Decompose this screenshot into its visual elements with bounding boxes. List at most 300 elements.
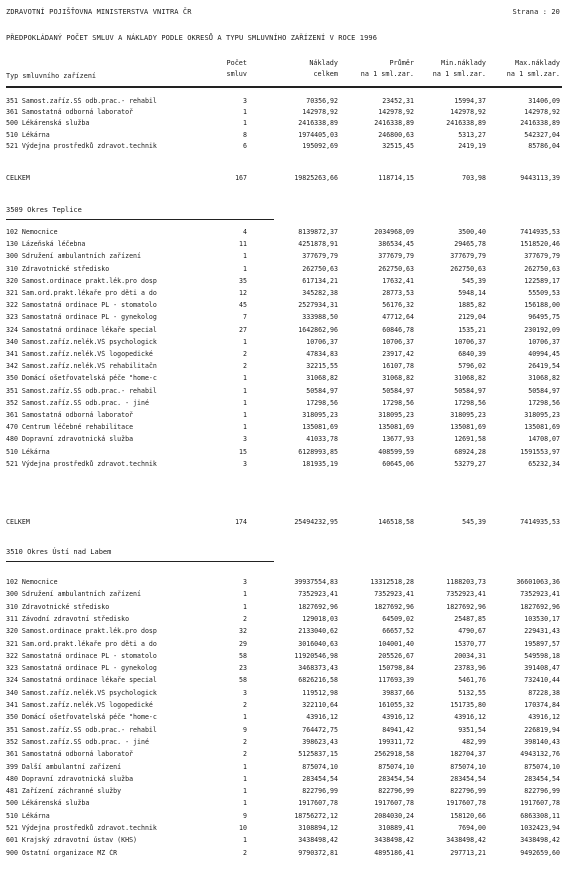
row-minimum: 545,39	[462, 276, 486, 285]
row-minimum: 15370,77	[454, 639, 486, 648]
table-row	[0, 362, 569, 372]
row-minimum: 1188203,73	[446, 578, 486, 586]
row-count: 8	[243, 130, 247, 139]
row-type: 900 Ostatní organizace MZ ČR	[6, 848, 118, 857]
row-cost: 195092,69	[302, 141, 338, 150]
row-minimum: 15994,37	[454, 97, 486, 105]
row-count: 35	[239, 276, 247, 285]
row-average: 318095,23	[378, 411, 414, 419]
row-cost: 135081,69	[302, 423, 338, 432]
table-row	[0, 423, 569, 433]
row-cost: 2133040,62	[298, 627, 338, 636]
row-minimum: 10706,37	[454, 337, 486, 346]
table-row	[0, 131, 569, 141]
table-row	[0, 763, 569, 773]
row-type: 510 Lékárna	[6, 447, 50, 456]
row-average: 1827692,96	[374, 602, 414, 611]
row-maximum: 3438498,42	[520, 836, 560, 845]
row-type: 510 Lékárna	[6, 130, 50, 139]
row-average: 32515,45	[382, 141, 414, 150]
row-minimum: 29465,78	[454, 240, 486, 249]
row-maximum: 2416338,89	[520, 119, 560, 128]
row-average: 1917607,78	[374, 799, 414, 808]
row-maximum: 1032423,94	[520, 824, 560, 832]
row-average: 262750,63	[378, 264, 414, 273]
row-minimum: 68924,28	[454, 447, 486, 456]
row-type: 340 Samost.zaříz.nelék.VŠ psychologick	[6, 688, 157, 697]
row-minimum: 262750,63	[450, 264, 486, 273]
row-maximum: 1518520,46	[520, 240, 560, 249]
row-maximum: 50584,97	[528, 386, 560, 395]
row-type: 324 Samostatná ordinace lékaře special	[6, 325, 157, 334]
table-row	[0, 640, 569, 650]
row-count: 1	[243, 787, 247, 796]
table-row	[0, 108, 569, 118]
row-maximum: 9443113,39	[520, 174, 560, 182]
row-average: 13312518,28	[370, 578, 414, 586]
row-cost: 70356,92	[306, 97, 338, 105]
row-average: 84941,42	[382, 725, 414, 734]
row-maximum: 65232,34	[528, 459, 560, 468]
column-header-min-2: na 1 sml.zar.	[432, 70, 486, 78]
row-average: 117693,39	[378, 676, 414, 685]
row-type: 320 Samost.ordinace prakt.lék.pro dosp	[6, 627, 157, 636]
row-count: 1	[243, 602, 247, 611]
report-subtitle: PŘEDPOKLÁDANÝ POČET SMLUV A NÁKLADY PODLE OKRESŮ A TYPU SMLUVNÍHO ZAŘÍZENÍ V ROCE 1996	[6, 34, 378, 42]
row-count: 9	[243, 811, 247, 820]
row-cost: 8139872,37	[298, 228, 338, 236]
row-average: 23917,42	[382, 350, 414, 358]
row-cost: 617134,21	[302, 276, 338, 285]
row-minimum: 43916,12	[454, 713, 486, 722]
row-count: 1	[243, 774, 247, 783]
row-type: 320 Samost.ordinace prakt.lék.pro dosp	[6, 276, 157, 285]
row-type: 500 Lékárenská služba	[6, 119, 90, 128]
row-average: 66657,52	[382, 627, 414, 636]
row-count: 1	[243, 423, 247, 432]
row-type: 321 Sam.ord.prakt.lékaře pro děti a do	[6, 639, 157, 648]
row-minimum: 3438498,42	[446, 836, 486, 845]
row-minimum: 7352923,41	[446, 590, 486, 599]
table-row	[0, 142, 569, 152]
row-minimum: 1885,82	[458, 301, 486, 310]
row-maximum: 10706,37	[528, 337, 560, 346]
total-row	[0, 518, 569, 528]
row-cost: 333988,50	[302, 313, 338, 322]
row-type: 322 Samostatná ordinace PL - stomatolo	[6, 651, 157, 660]
row-cost: 4251878,91	[298, 240, 338, 249]
table-row	[0, 411, 569, 421]
row-type: 324 Samostatná ordinace lékaře special	[6, 676, 157, 685]
row-minimum: 2416338,89	[446, 119, 486, 128]
total-label: CELKEM	[6, 518, 30, 526]
row-type: 399 Další ambulantní zařízení	[6, 762, 122, 771]
row-average: 28773,53	[382, 289, 414, 297]
row-cost: 9790372,81	[298, 848, 338, 857]
row-minimum: 1535,21	[458, 325, 486, 334]
row-type: 350 Domácí ošetřovatelská péče "home-c	[6, 713, 157, 722]
row-average: 377679,79	[378, 252, 414, 261]
row-minimum: 50584,97	[454, 386, 486, 395]
row-average: 10706,37	[382, 337, 414, 346]
row-cost: 25494232,95	[294, 518, 338, 526]
row-maximum: 318095,23	[524, 411, 560, 419]
row-count: 1	[243, 337, 247, 346]
table-row	[0, 775, 569, 785]
row-type: 102 Nemocnice	[6, 228, 58, 236]
row-count: 1	[243, 713, 247, 722]
table-row	[0, 387, 569, 397]
section-rule	[6, 219, 274, 220]
table-row	[0, 301, 569, 311]
header-rule	[6, 86, 562, 88]
row-minimum: 31068,82	[454, 374, 486, 383]
row-type: 480 Dopravní zdravotnická služba	[6, 435, 134, 444]
row-cost: 19825263,66	[294, 174, 338, 182]
row-count: 2	[243, 848, 247, 857]
row-maximum: 262750,63	[524, 264, 560, 273]
row-cost: 39937554,83	[294, 578, 338, 586]
row-type: 510 Lékárna	[6, 811, 50, 820]
row-count: 1	[243, 252, 247, 261]
row-minimum: 25487,85	[454, 614, 486, 623]
table-row	[0, 338, 569, 348]
row-minimum: 7694,00	[458, 824, 486, 832]
row-minimum: 1827692,96	[446, 602, 486, 611]
row-type: 300 Sdružení ambulantních zařízení	[6, 590, 141, 599]
row-maximum: 732410,44	[524, 676, 560, 685]
row-count: 1	[243, 799, 247, 808]
row-minimum: 822796,99	[450, 787, 486, 796]
row-maximum: 31068,82	[528, 374, 560, 383]
row-maximum: 142978,92	[524, 108, 560, 117]
row-cost: 47834,83	[306, 350, 338, 358]
row-type: 361 Samostatná odborná laboratoř	[6, 411, 134, 419]
row-type: 341 Samost.zaříz.nelék.VŠ logopedické	[6, 350, 153, 358]
row-type: 521 Výdejna prostředků zdravot.technik	[6, 459, 157, 468]
row-cost: 3016040,63	[298, 639, 338, 648]
row-maximum: 55509,53	[528, 289, 560, 297]
row-minimum: 23783,96	[454, 664, 486, 673]
row-average: 31068,82	[382, 374, 414, 383]
table-row	[0, 664, 569, 674]
table-row	[0, 812, 569, 822]
row-count: 1	[243, 762, 247, 771]
row-average: 150798,84	[378, 664, 414, 673]
row-cost: 11920546,98	[294, 651, 338, 660]
row-maximum: 122589,17	[524, 276, 560, 285]
total-row	[0, 174, 569, 184]
row-count: 45	[239, 301, 247, 310]
table-row	[0, 824, 569, 834]
table-row	[0, 615, 569, 625]
row-count: 10	[239, 824, 247, 832]
row-type: 350 Domácí ošetřovatelská péče "home-c	[6, 374, 157, 383]
table-row	[0, 799, 569, 809]
row-cost: 6128993,85	[298, 447, 338, 456]
row-count: 11	[239, 240, 247, 249]
row-maximum: 156188,00	[524, 301, 560, 310]
row-cost: 31068,82	[306, 374, 338, 383]
row-cost: 322110,64	[302, 701, 338, 709]
row-cost: 345282,38	[302, 289, 338, 297]
row-maximum: 875074,10	[524, 762, 560, 771]
table-row	[0, 590, 569, 600]
row-average: 2562918,58	[374, 750, 414, 759]
row-minimum: 5796,02	[458, 362, 486, 371]
column-header-cost-1: Náklady	[309, 59, 338, 67]
row-cost: 875074,10	[302, 762, 338, 771]
row-average: 199311,72	[378, 737, 414, 746]
row-cost: 181935,19	[302, 459, 338, 468]
row-minimum: 182704,37	[450, 750, 486, 759]
table-row	[0, 240, 569, 250]
row-maximum: 822796,99	[524, 787, 560, 796]
table-row	[0, 713, 569, 723]
column-header-count-1: Počet	[226, 59, 247, 67]
table-row	[0, 435, 569, 445]
row-minimum: 142978,92	[450, 108, 486, 117]
row-cost: 50584,97	[306, 386, 338, 395]
row-cost: 2527934,31	[298, 301, 338, 310]
row-maximum: 230192,09	[524, 325, 560, 334]
row-count: 1	[243, 264, 247, 273]
row-cost: 5125837,15	[298, 750, 338, 759]
row-average: 161055,32	[378, 701, 414, 709]
row-average: 17632,41	[382, 276, 414, 285]
row-cost: 142978,92	[302, 108, 338, 117]
row-average: 146518,58	[378, 518, 414, 526]
row-cost: 6826216,58	[298, 676, 338, 685]
row-minimum: 5461,76	[458, 676, 486, 685]
row-type: 322 Samostatná ordinace PL - stomatolo	[6, 301, 157, 310]
table-row	[0, 326, 569, 336]
row-average: 4895186,41	[374, 848, 414, 857]
row-count: 6	[243, 141, 247, 150]
row-maximum: 398140,43	[524, 737, 560, 746]
row-count: 1	[243, 836, 247, 845]
table-row	[0, 399, 569, 409]
row-type: 500 Lékárenská služba	[6, 799, 90, 808]
row-cost: 1642862,96	[298, 325, 338, 334]
row-minimum: 297713,21	[450, 848, 486, 857]
row-count: 3	[243, 435, 247, 444]
row-cost: 18756272,12	[294, 811, 338, 820]
row-count: 1	[243, 119, 247, 128]
row-minimum: 135081,69	[450, 423, 486, 432]
row-minimum: 2129,04	[458, 313, 486, 322]
table-row	[0, 836, 569, 846]
row-maximum: 377679,79	[524, 252, 560, 261]
row-minimum: 6840,39	[458, 350, 486, 358]
row-count: 2	[243, 362, 247, 371]
row-maximum: 4943132,76	[520, 750, 560, 759]
row-maximum: 36601063,36	[516, 578, 560, 586]
row-minimum: 703,98	[462, 174, 486, 182]
row-count: 29	[239, 639, 247, 648]
row-count: 58	[239, 676, 247, 685]
row-average: 386534,45	[378, 240, 414, 249]
row-cost: 1917607,78	[298, 799, 338, 808]
row-minimum: 875074,10	[450, 762, 486, 771]
row-average: 246800,63	[378, 130, 414, 139]
row-cost: 17298,56	[306, 398, 338, 407]
row-maximum: 1827692,96	[520, 602, 560, 611]
row-maximum: 542327,04	[524, 130, 560, 139]
row-count: 1	[243, 374, 247, 383]
row-count: 27	[239, 325, 247, 334]
row-average: 142978,92	[378, 108, 414, 117]
row-average: 875074,10	[378, 762, 414, 771]
row-count: 12	[239, 289, 247, 297]
row-maximum: 9492659,60	[520, 848, 560, 857]
row-cost: 822796,99	[302, 787, 338, 796]
table-row	[0, 119, 569, 129]
column-header-min-1: Min.náklady	[440, 59, 486, 67]
row-average: 43916,12	[382, 713, 414, 722]
row-average: 23452,31	[382, 97, 414, 105]
row-average: 60846,78	[382, 325, 414, 334]
row-minimum: 1917607,78	[446, 799, 486, 808]
row-cost: 32215,55	[306, 362, 338, 371]
row-cost: 318095,23	[302, 411, 338, 419]
row-cost: 764472,75	[302, 725, 338, 734]
row-average: 310889,41	[378, 824, 414, 832]
row-minimum: 4790,67	[458, 627, 486, 636]
row-count: 2	[243, 750, 247, 759]
row-type: 130 Lázeňská léčebna	[6, 240, 86, 249]
table-row	[0, 578, 569, 588]
row-type: 361 Samostatná odborná laboratoř	[6, 108, 134, 117]
table-row	[0, 252, 569, 262]
section-title: 3509 Okres Teplice	[6, 206, 82, 214]
row-minimum: 5132,55	[458, 688, 486, 697]
table-row	[0, 676, 569, 686]
row-type: 310 Zdravotnické středisko	[6, 602, 110, 611]
row-cost: 1974405,03	[298, 130, 338, 139]
row-type: 521 Výdejna prostředků zdravot.technik	[6, 824, 157, 832]
row-maximum: 17298,56	[528, 398, 560, 407]
column-header-type: Typ smluvního zařízení	[6, 72, 97, 80]
row-type: 521 Výdejna prostředků zdravot.technik	[6, 141, 157, 150]
row-type: 341 Samost.zaříz.nelék.VŠ logopedické	[6, 701, 153, 709]
table-row	[0, 603, 569, 613]
row-count: 167	[235, 174, 247, 182]
page-number: Strana : 20	[512, 8, 560, 16]
row-count: 7	[243, 313, 247, 322]
row-minimum: 12691,58	[454, 435, 486, 444]
row-cost: 129018,03	[302, 614, 338, 623]
row-type: 480 Dopravní zdravotnická služba	[6, 774, 134, 783]
table-row	[0, 849, 569, 859]
row-maximum: 7352923,41	[520, 590, 560, 599]
row-count: 3	[243, 97, 247, 105]
row-maximum: 283454,54	[524, 774, 560, 783]
row-minimum: 158120,66	[450, 811, 486, 820]
row-average: 135081,69	[378, 423, 414, 432]
row-maximum: 7414935,53	[520, 518, 560, 526]
row-maximum: 1591553,97	[520, 447, 560, 456]
row-minimum: 482,99	[462, 737, 486, 746]
row-minimum: 9351,54	[458, 725, 486, 734]
row-count: 15	[239, 447, 247, 456]
row-average: 60645,06	[382, 459, 414, 468]
row-cost: 262750,63	[302, 264, 338, 273]
row-count: 2	[243, 701, 247, 709]
row-maximum: 1917607,78	[520, 799, 560, 808]
table-row	[0, 750, 569, 760]
row-type: 481 Zařízení záchranné služby	[6, 787, 122, 796]
row-cost: 1827692,96	[298, 602, 338, 611]
section-rule	[6, 561, 274, 562]
row-average: 104001,40	[378, 639, 414, 648]
row-cost: 10706,37	[306, 337, 338, 346]
total-label: CELKEM	[6, 174, 30, 182]
row-cost: 7352923,41	[298, 590, 338, 599]
section-title: 3510 Okres Ústí nad Labem	[6, 548, 112, 556]
row-cost: 3468373,43	[298, 664, 338, 673]
row-maximum: 170374,84	[524, 701, 560, 709]
table-row	[0, 97, 569, 107]
row-type: 351 Samost.zaříz.SŠ odb.prac.- rehabil	[6, 725, 157, 734]
row-count: 2	[243, 614, 247, 623]
row-average: 64509,02	[382, 614, 414, 623]
row-maximum: 87228,38	[528, 688, 560, 697]
row-maximum: 226819,94	[524, 725, 560, 734]
table-row	[0, 627, 569, 637]
table-row	[0, 448, 569, 458]
row-count: 2	[243, 350, 247, 358]
table-row	[0, 374, 569, 384]
row-cost: 41033,78	[306, 435, 338, 444]
row-count: 3	[243, 688, 247, 697]
row-minimum: 151735,80	[450, 701, 486, 709]
row-type: 311 Závodní zdravotní středisko	[6, 614, 130, 623]
table-row	[0, 289, 569, 299]
row-maximum: 135081,69	[524, 423, 560, 432]
row-maximum: 26419,54	[528, 362, 560, 371]
row-average: 118714,15	[378, 174, 414, 182]
row-count: 9	[243, 725, 247, 734]
table-row	[0, 460, 569, 470]
row-type: 321 Sam.ord.prakt.lékaře pro děti a do	[6, 289, 157, 297]
row-maximum: 549598,18	[524, 651, 560, 660]
row-minimum: 2419,19	[458, 141, 486, 150]
row-cost: 2416338,89	[298, 119, 338, 128]
row-type: 351 Samost.zaříz.SŠ odb.prac.- rehabil	[6, 386, 157, 395]
column-header-cost-2: celkem	[313, 70, 338, 78]
row-maximum: 7414935,53	[520, 228, 560, 236]
row-minimum: 17298,56	[454, 398, 486, 407]
row-type: 340 Samost.zaříz.nelék.VŠ psychologick	[6, 337, 157, 346]
row-average: 2034968,09	[374, 228, 414, 236]
row-minimum: 53279,27	[454, 459, 486, 468]
row-average: 822796,99	[378, 787, 414, 796]
row-type: 310 Zdravotnické středisko	[6, 264, 110, 273]
row-maximum: 103530,17	[524, 614, 560, 623]
row-maximum: 31406,09	[528, 97, 560, 105]
row-type: 323 Samostatná ordinace PL - gynekolog	[6, 664, 157, 673]
row-cost: 283454,54	[302, 774, 338, 783]
column-header-count-2: smluv	[226, 70, 247, 78]
row-cost: 43916,12	[306, 713, 338, 722]
row-type: 361 Samostatná odborná laboratoř	[6, 750, 134, 759]
row-count: 3	[243, 459, 247, 468]
row-minimum: 5313,27	[458, 130, 486, 139]
column-header-avg-1: Průměr	[389, 59, 414, 67]
row-cost: 119512,98	[302, 688, 338, 697]
row-minimum: 3500,40	[458, 228, 486, 236]
